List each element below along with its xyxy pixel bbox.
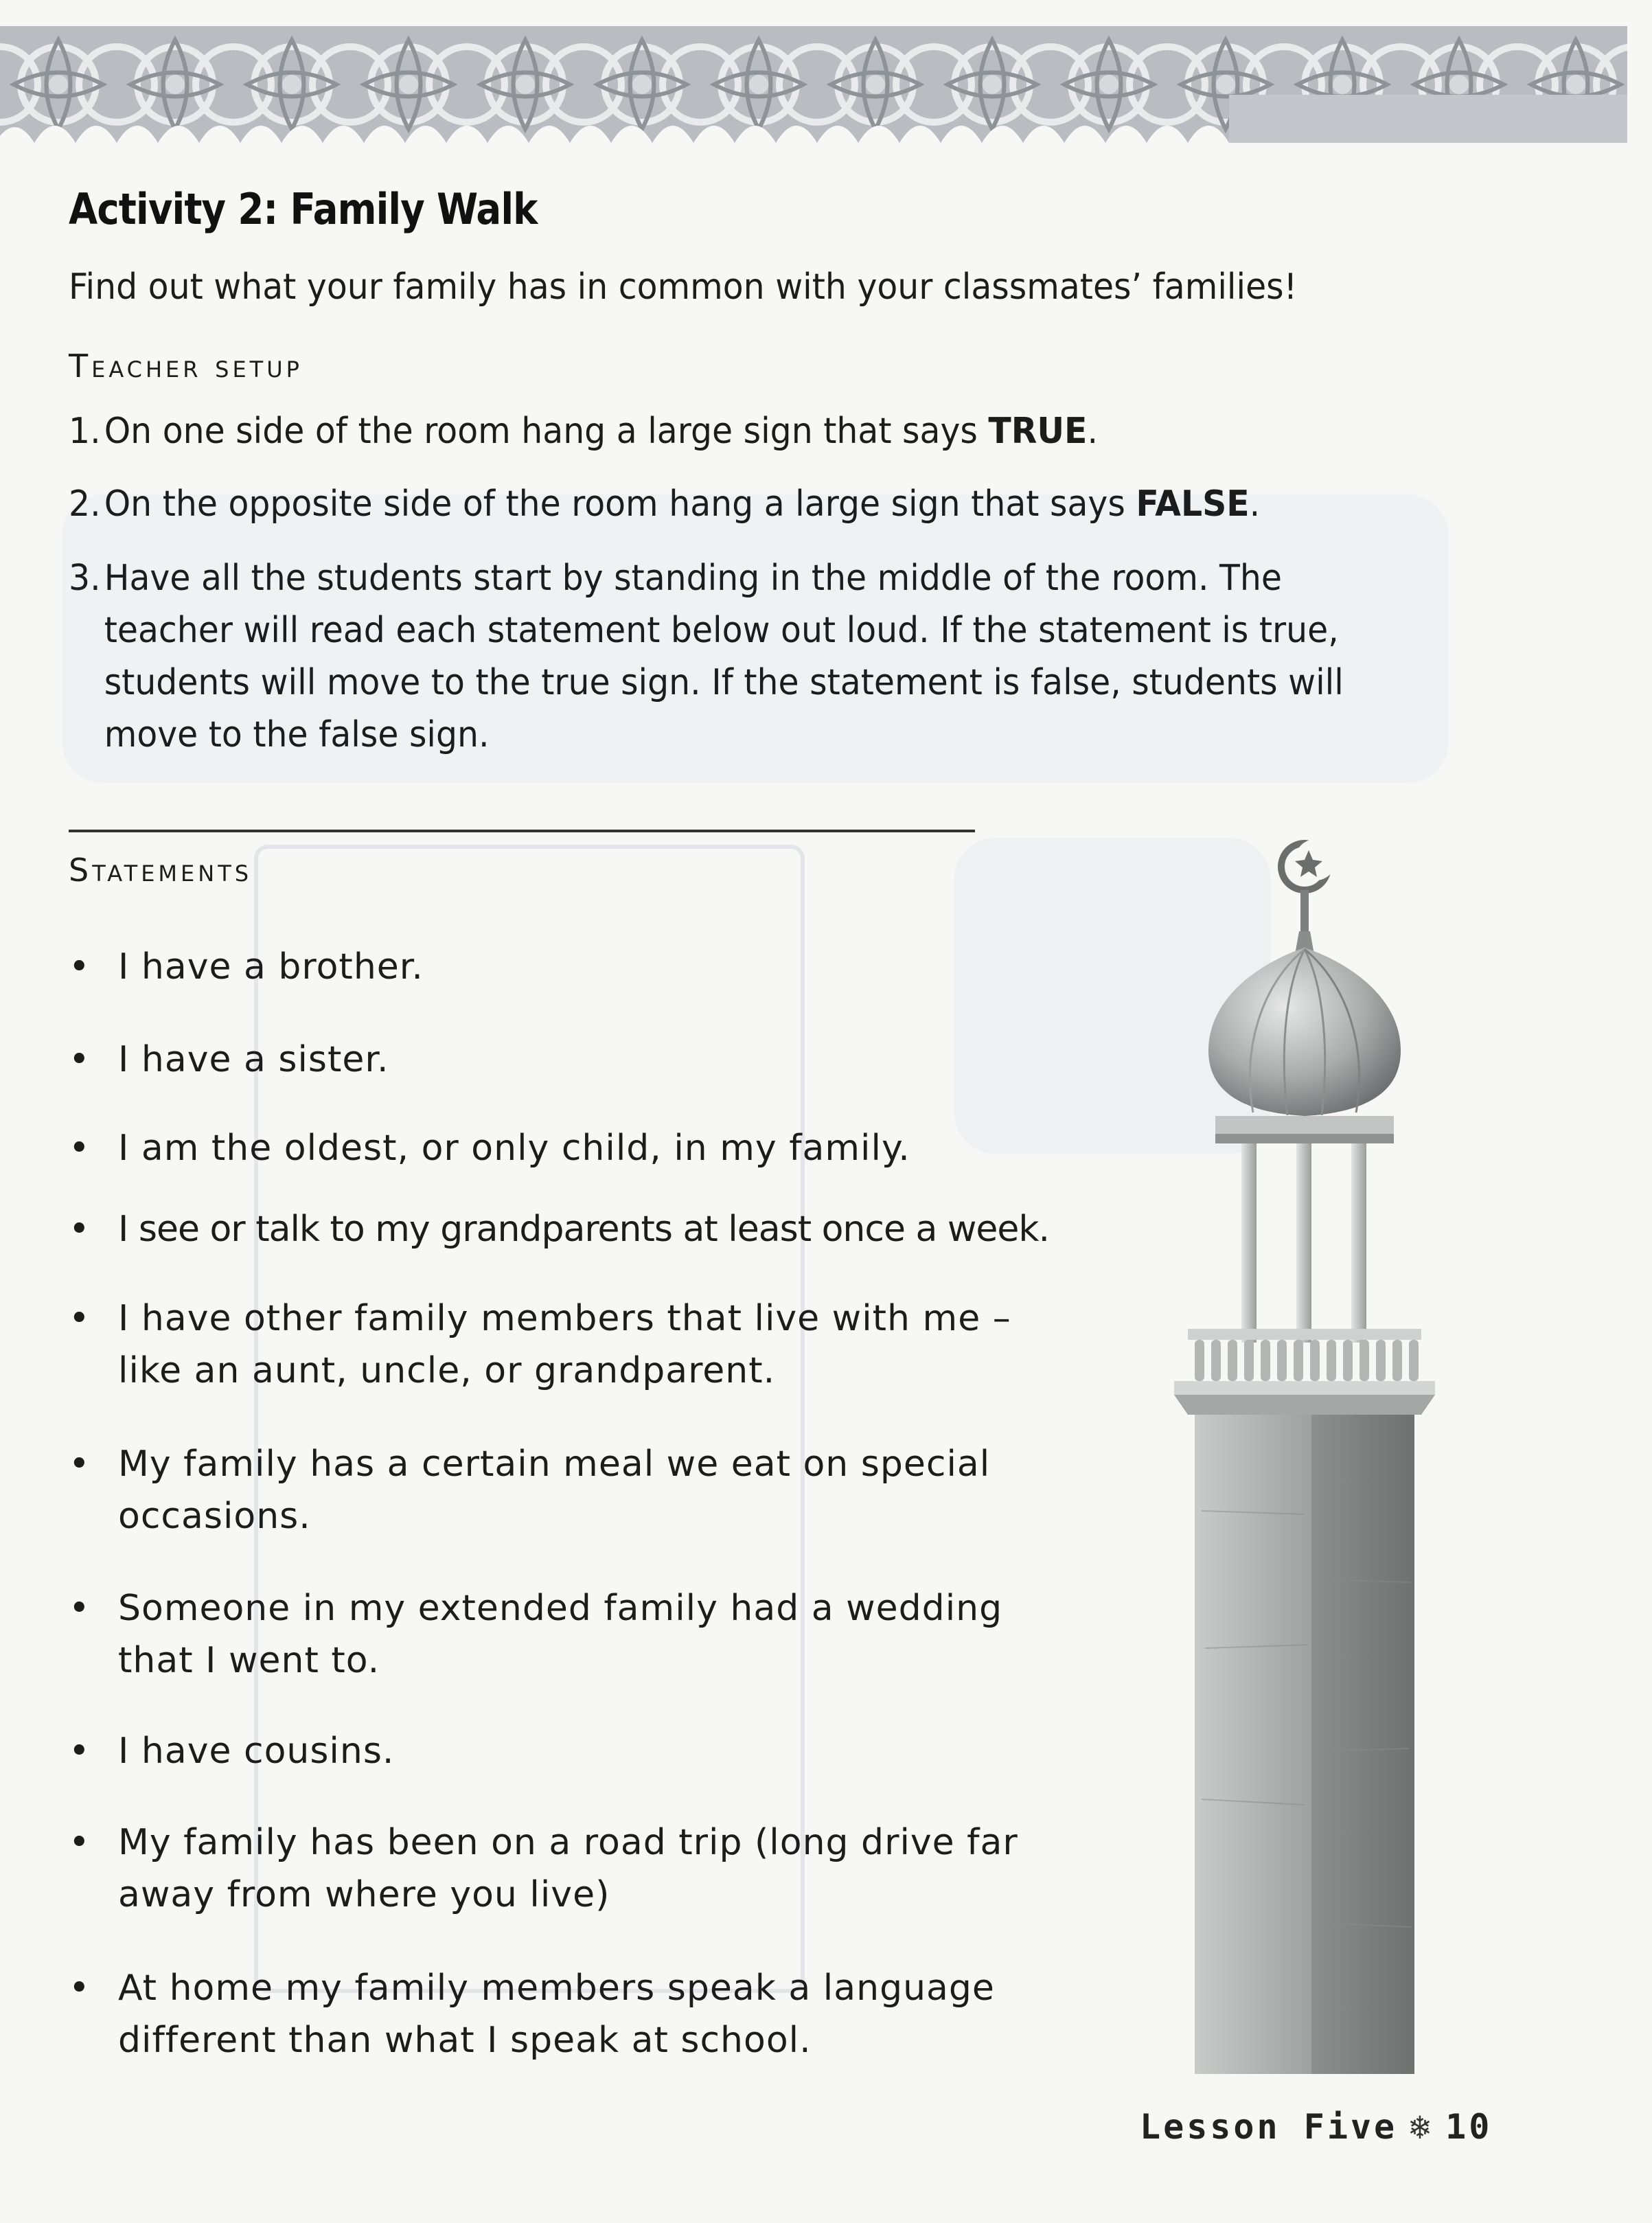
activity-title: Activity 2: Family Walk: [69, 184, 538, 234]
statement-text: like an aunt, uncle, or grandparent.: [118, 1350, 776, 1391]
statement-item: [69, 1122, 1099, 1174]
bullet: •: [69, 1039, 91, 1080]
statement-text: that I went to.: [118, 1640, 380, 1681]
bullet: •: [69, 1128, 91, 1169]
statement-text: I have other family members that live with me –: [118, 1298, 1011, 1339]
step-keyword: FALSE: [1136, 483, 1250, 525]
step-number: 1.: [69, 411, 101, 452]
statement-text: I have cousins.: [118, 1731, 395, 1772]
bullet: •: [69, 1209, 89, 1250]
statement-item: [69, 1438, 1099, 1542]
bullet: •: [69, 1822, 91, 1863]
step-number: 3.: [69, 558, 101, 599]
section-divider: [69, 830, 975, 832]
statement-item: [69, 1816, 1099, 1921]
statement-item: [69, 1725, 1099, 1777]
setup-step: [69, 405, 1360, 457]
step-text-end: .: [1087, 411, 1098, 452]
statement-item: [69, 1203, 1099, 1255]
statement-text: I am the oldest, or only child, in my family.: [118, 1128, 910, 1169]
bullet: •: [69, 946, 91, 988]
step-text: teacher will read each statement below out loud. If the statement is true,: [104, 610, 1339, 651]
statement-text: I have a brother.: [118, 946, 424, 988]
lesson-label: Lesson Five: [1140, 2107, 1398, 2147]
activity-intro: Find out what your family has in common with your classmates’ families!: [69, 266, 1298, 308]
setup-step: [69, 552, 1360, 761]
statement-item: [69, 1034, 1099, 1086]
minaret-illustration: [1140, 824, 1469, 2074]
bullet: •: [69, 1298, 91, 1339]
step-text: students will move to the true sign. If the statement is false, students will: [104, 662, 1344, 703]
step-text: On the opposite side of the room hang a large sign that says: [104, 483, 1136, 525]
setup-step: [69, 478, 1360, 530]
statement-text: At home my family members speak a language: [118, 1968, 995, 2009]
statement-text: I see or talk to my grandparents at least once a week.: [118, 1209, 1050, 1250]
page-number: 10: [1445, 2107, 1493, 2147]
snowflake-icon: ❄: [1410, 2107, 1434, 2147]
page-footer: [1140, 2107, 1492, 2147]
statement-text: My family has been on a road trip (long drive far: [118, 1822, 1018, 1863]
statement-item: [69, 1582, 1099, 1687]
bullet: •: [69, 1968, 91, 2009]
statement-text: different than what I speak at school.: [118, 2020, 812, 2061]
statement-text: occasions.: [118, 1496, 311, 1537]
teacher-setup-heading: Teacher setup: [69, 347, 303, 385]
statement-text: away from where you live): [118, 1874, 610, 1915]
statement-text: I have a sister.: [118, 1039, 389, 1080]
statement-text: My family has a certain meal we eat on special: [118, 1444, 991, 1485]
bullet: •: [69, 1444, 91, 1485]
step-text-end: .: [1249, 483, 1261, 525]
statement-item: [69, 1292, 1099, 1397]
bullet: •: [69, 1731, 91, 1772]
arabesque-border: [0, 26, 1627, 143]
step-text: move to the false sign.: [104, 714, 490, 755]
step-text: Have all the students start by standing in the middle of the room. The: [104, 558, 1282, 599]
step-text: On one side of the room hang a large sign that says: [104, 411, 989, 452]
statement-item: [69, 941, 1099, 993]
statements-heading: Statements: [69, 852, 253, 889]
bullet: •: [69, 1588, 91, 1629]
step-number: 2.: [69, 483, 101, 525]
statement-text: Someone in my extended family had a wedding: [118, 1588, 1003, 1629]
statement-item: [69, 1962, 1099, 2066]
step-keyword: TRUE: [988, 411, 1088, 452]
